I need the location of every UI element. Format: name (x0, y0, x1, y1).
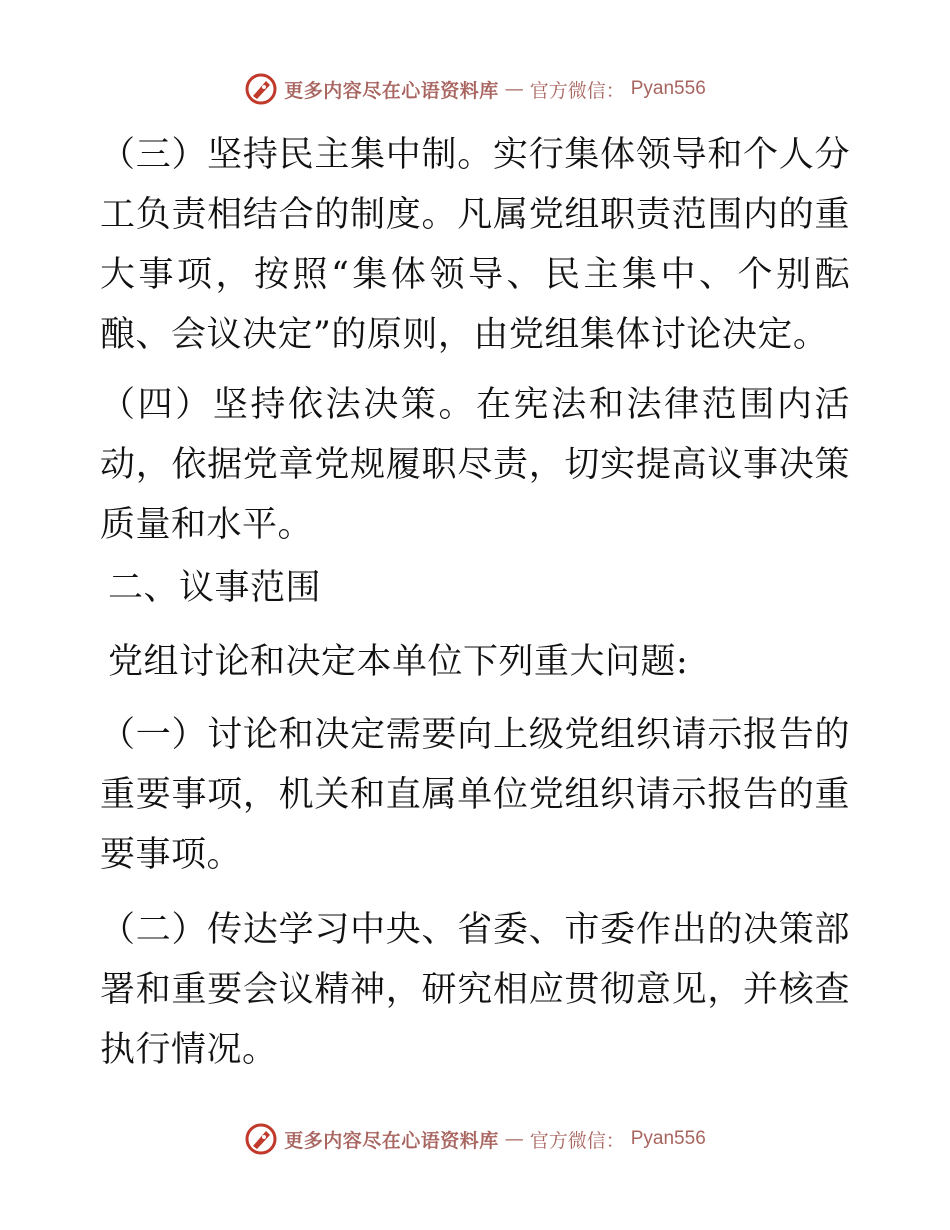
paragraph-item-two: （二）传达学习中央、省委、市委作出的决策部署和重要会议精神，研究相应贯彻意见，并核查执行情况。 (100, 910, 850, 1070)
watermark-site-text: 更多内容尽在心语资料库 (284, 1129, 499, 1152)
watermark-dash: — (504, 1128, 524, 1150)
watermark-header (0, 72, 950, 106)
paragraph-intro: 党组讨论和决定本单位下列重大问题: (108, 642, 689, 682)
pen-nib-logo-icon (244, 72, 278, 106)
section-heading: 二、议事范围 (108, 568, 322, 608)
watermark-wechat-label: 官方微信： (529, 79, 625, 102)
watermark-wechat-id: Pyan556 (630, 78, 706, 99)
watermark-dash: — (504, 78, 524, 100)
watermark-wechat-id: Pyan556 (630, 1128, 706, 1149)
paragraph-lawful-decision: （四）坚持依法决策。在宪法和法律范围内活动，依据党章党规履职尽责，切实提高议事决策质量和水平。 (100, 385, 850, 545)
watermark-footer (0, 1122, 950, 1156)
pen-nib-logo-icon (244, 1122, 278, 1156)
paragraph-democratic-centralism: （三）坚持民主集中制。实行集体领导和个人分工负责相结合的制度。凡属党组职责范围内的重大事项，按照“集体领导、民主集中、个别酝酿、会议决定”的原则，由党组集体讨论决定。 (100, 135, 850, 355)
paragraph-item-one: （一）讨论和决定需要向上级党组织请示报告的重要事项，机关和直属单位党组织请示报告的重要事项。 (100, 715, 850, 875)
watermark-site-text: 更多内容尽在心语资料库 (284, 79, 499, 102)
watermark-wechat-label: 官方微信： (529, 1129, 625, 1152)
